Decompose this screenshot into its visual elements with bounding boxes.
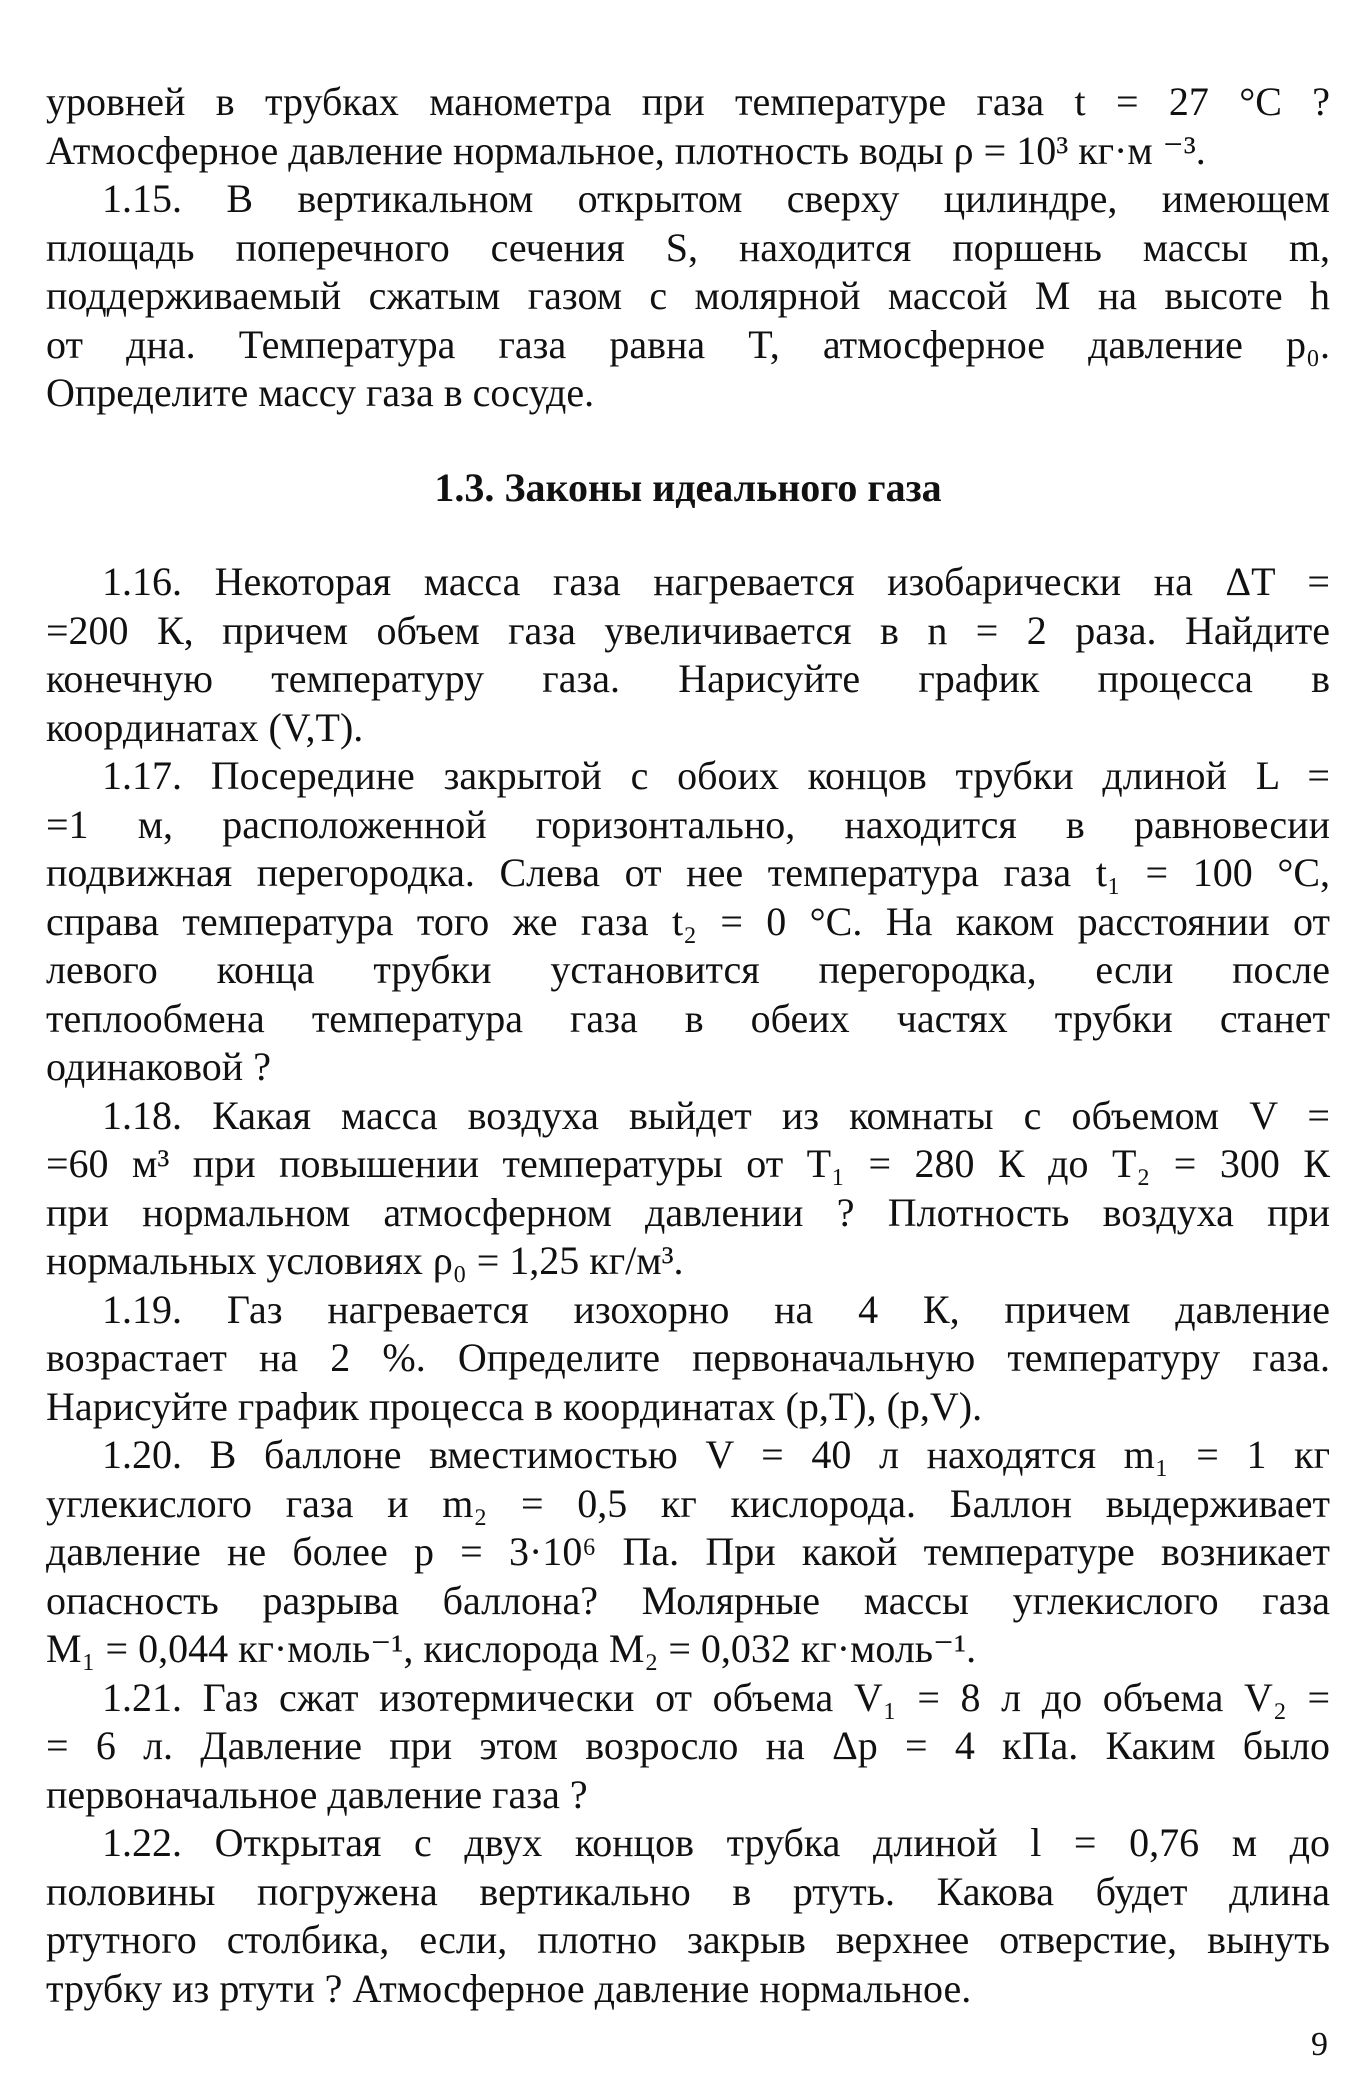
text-line: левого конца трубки установится перегородка, если после	[46, 947, 1330, 992]
text-line: нормальных условиях ρ₀ = 1,25 кг/м³.	[46, 1238, 684, 1283]
text-line: от дна. Температура газа равна T, атмосферное давление p₀.	[46, 321, 1330, 367]
text-line: площадь поперечного сечения S, находится поршень массы m,	[46, 224, 1330, 270]
section-heading: 1.3. Законы идеального газа	[434, 464, 942, 510]
text-line: давление не более p = 3·10⁶ Па. При какой температуре возникает	[46, 1529, 1330, 1574]
text-line: =200 К, причем объем газа увеличивается в n = 2 раза. Найдите	[46, 607, 1330, 653]
text-line: уровней в трубках манометра при температуре газа t = 27 °С ?	[46, 79, 1330, 124]
problem-1-17	[46, 752, 1330, 1092]
text-line: первоначальное давление газа ?	[46, 1771, 588, 1817]
text-line: = 6 л. Давление при этом возросло на Δp = 4 кПа. Каким было	[46, 1723, 1330, 1768]
problem-1-16	[46, 558, 1330, 752]
text-line: Атмосферное давление нормальное, плотность воды ρ = 10³ кг·м ⁻³.	[46, 127, 1206, 173]
text-line: Нарисуйте график процесса в координатах (p,T), (p,V).	[46, 1383, 983, 1429]
intro-paragraph	[46, 78, 1330, 175]
problem-1-15	[46, 175, 1330, 418]
text-line: трубку из ртути ? Атмосферное давление нормальное.	[46, 1965, 972, 2011]
text-line: теплообмена температура газа в обеих частях трубки станет	[46, 995, 1330, 1041]
page-text	[46, 78, 1330, 2013]
text-line: 1.18. Какая масса воздуха выйдет из комнаты с объемом V =	[102, 1092, 1330, 1138]
text-line: одинаковой ?	[46, 1044, 271, 1089]
text-line: =1 м, расположенной горизонтально, находится в равновесии	[46, 801, 1330, 847]
text-line: координатах (V,T).	[46, 704, 364, 750]
text-line: поддерживаемый сжатым газом с молярной массой M на высоте h	[46, 273, 1330, 318]
text-line: 1.20. В баллоне вместимостью V = 40 л находятся m₁ = 1 кг	[102, 1432, 1330, 1477]
text-line: 1.17. Посередине закрытой с обоих концов трубки длиной L =	[102, 753, 1330, 798]
text-line: Определите массу газа в сосуде.	[46, 370, 595, 415]
problem-1-22	[46, 1819, 1330, 2013]
text-line: 1.15. В вертикальном открытом сверху цилиндре, имеющем	[102, 176, 1330, 221]
text-line: углекислого газа и m₂ = 0,5 кг кислорода. Баллон выдерживает	[46, 1480, 1330, 1526]
problem-1-18	[46, 1092, 1330, 1286]
text-line: подвижная перегородка. Слева от нее температура газа t₁ = 100 °С,	[46, 850, 1330, 895]
text-line: =60 м³ при повышении температуры от T₁ = 280 К до T₂ = 300 К	[46, 1141, 1330, 1186]
text-line: 1.22. Открытая с двух концов трубка длиной l = 0,76 м до	[102, 1820, 1330, 1865]
text-line: справа температура того же газа t₂ = 0 °С. На каком расстоянии от	[46, 898, 1330, 944]
text-line: ртутного столбика, если, плотно закрыв верхнее отверстие, вынуть	[46, 1917, 1330, 1962]
page-number: 9	[1311, 2026, 1328, 2063]
problem-1-20	[46, 1431, 1330, 1674]
problem-1-21	[46, 1674, 1330, 1820]
text-line: 1.21. Газ сжат изотермически от объема V₁ = 8 л до объема V₂ =	[102, 1674, 1330, 1720]
text-line: половины погружена вертикально в ртуть. Какова будет длина	[46, 1868, 1330, 1914]
text-line: 1.16. Некоторая масса газа нагревается изобарически на ΔT =	[102, 559, 1330, 604]
problem-1-19	[46, 1286, 1330, 1432]
text-line: M₁ = 0,044 кг·моль⁻¹, кислорода M₂ = 0,032 кг·моль⁻¹.	[46, 1626, 977, 1671]
text-line: конечную температуру газа. Нарисуйте график процесса в	[46, 656, 1330, 701]
text-line: возрастает на 2 %. Определите первоначальную температуру газа.	[46, 1335, 1330, 1380]
text-line: опасность разрыва баллона? Молярные массы углекислого газа	[46, 1577, 1330, 1623]
text-line: 1.19. Газ нагревается изохорно на 4 К, причем давление	[102, 1286, 1330, 1332]
text-line: при нормальном атмосферном давлении ? Плотность воздуха при	[46, 1189, 1330, 1235]
